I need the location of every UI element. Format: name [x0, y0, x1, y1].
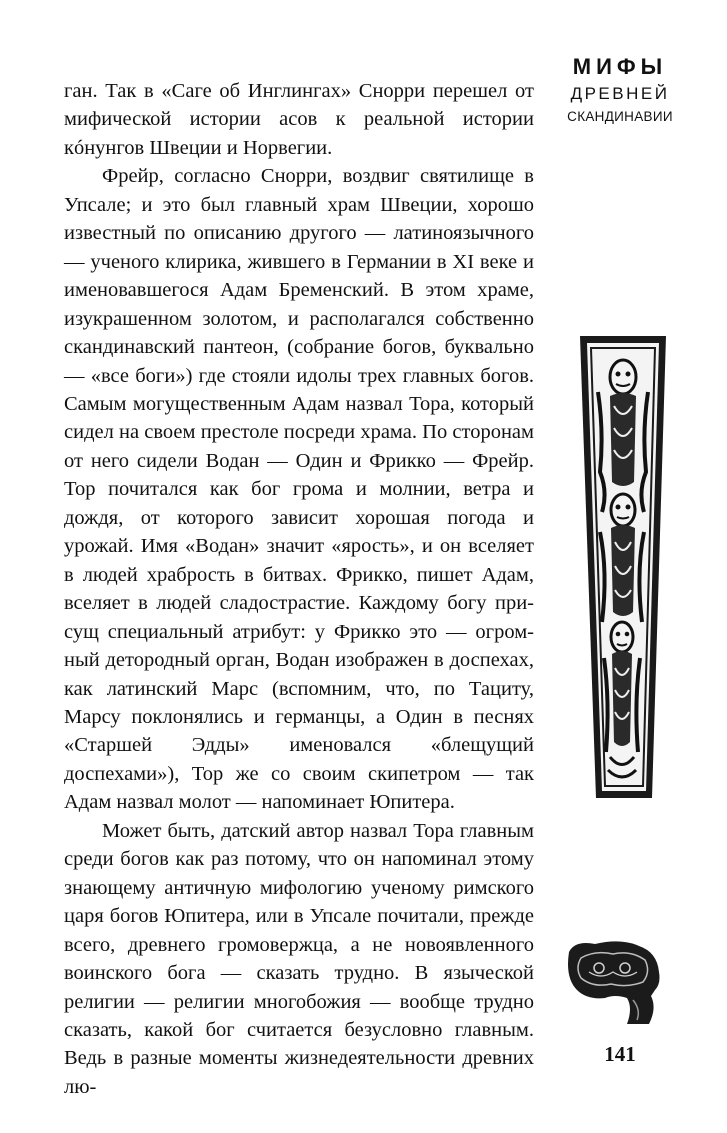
running-head-subtitle: ДРЕВНЕЙ	[570, 84, 670, 103]
page-number: 141	[604, 1042, 636, 1066]
paragraph-2: Фрейр, согласно Снорри, воздвиг святилище в Упсале; и это был главный храм Швеции, хорошо известный по описанию другого — латиноязычного — ученого клирика, жившего в Германии в XI веке и именовавшегося Адам Бременский. В этом храме, изукрашенном золотом, и располагался собственно скандинавский пантеон, (собрание богов, буквально — «все боги») где стояли идолы трех главных богов. Самым могущественным Адам назвал Тора, который сидел на своем престоле посреди храма. По сторонам от него сидели Водан — Один и Фрикко — Фрейр. Тор почитался как бог грома и молнии, ветра и дождя, от которого зависит хорошая погода и урожай. Имя «Водан» значит «ярость», и он вселяет в людей храбрость в битвах. Фрикко, пишет Адам, вселяет в людей сладострастие. Каждому богу присущ специальный атрибут: у Фрикко это — огромный детородный орган, Водан изображен в доспехах, как латинский Марс (вспомним, что, по Тациту, Марсу поклонялись и германцы, а Один в песнях «Старшей Эдды» именовался «блещущий доспехами»), Тор же со своим скипетром — так Адам назвал молот — напоминает Юпитера.	[64, 165, 534, 814]
carved-panel-illustration	[578, 332, 668, 802]
ornament-illustration	[565, 938, 663, 1028]
main-text-column	[64, 77, 534, 1101]
running-head-title: МИФЫ	[572, 54, 668, 79]
running-head	[555, 52, 685, 128]
paragraph-3: Может быть, датский автор назвал Тора главным среди богов как раз потому, что он напоминал этому знающему античную мифологию ученому римского царя богов Юпитера, или в Упсале почитали, прежде всего, древнего громовержца, а не новоявленного воинского бога — сказать трудно. В языческой религии — религии многобожия — вообще трудно сказать, какой бог считается безусловно главным. Ведь в разные моменты жизнедеятельности древних лю-	[64, 819, 534, 1098]
running-head-region: СКАНДИНАВИИ	[567, 109, 673, 124]
paragraph-1: ган. Так в «Саге об Инглингах» Снорри перешел от мифической истории асов к реальной истории кóнунгов Швеции и Норвегии.	[64, 80, 534, 159]
